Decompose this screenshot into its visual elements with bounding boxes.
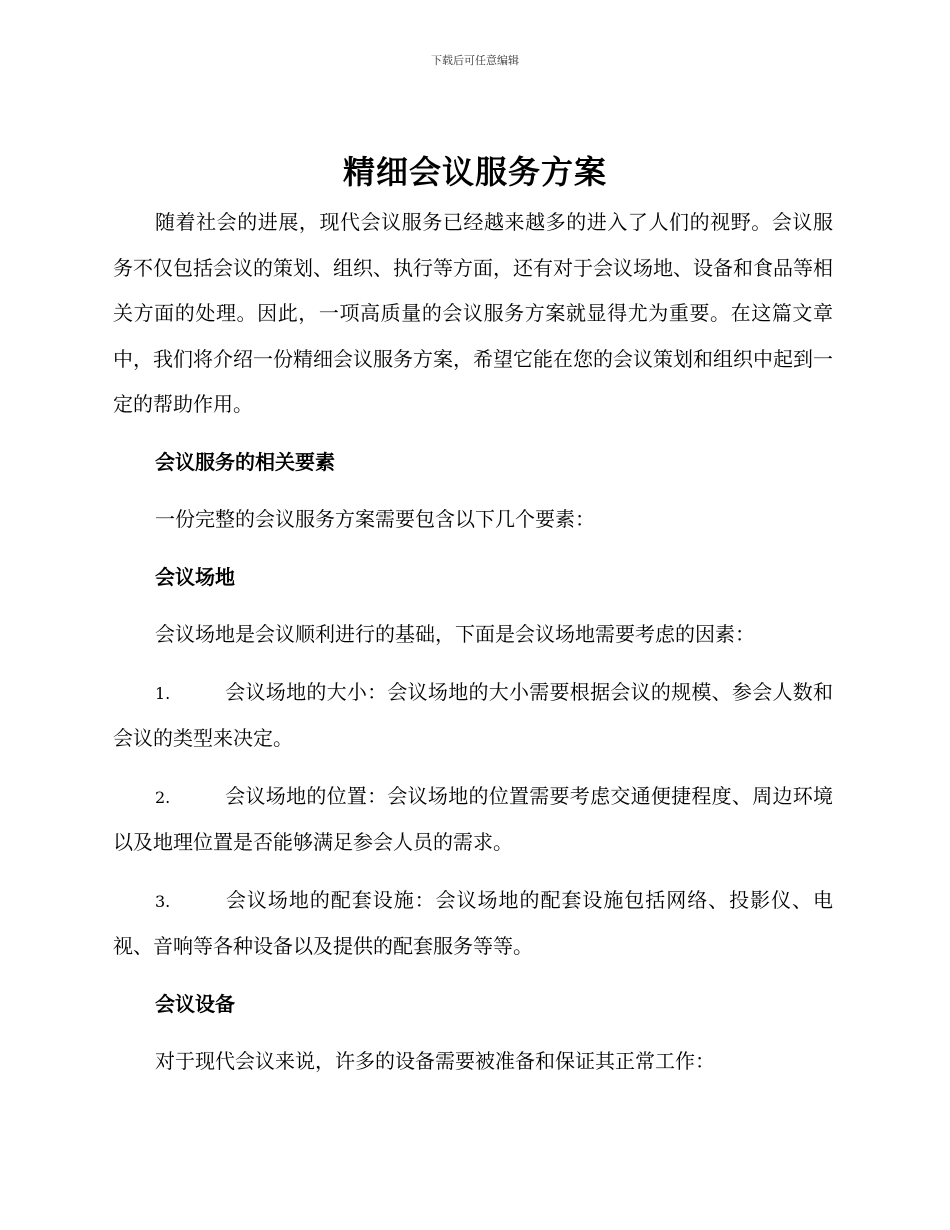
list-item: [113, 670, 833, 762]
section-text-elements: 一份完整的会议服务方案需要包含以下几个要素：: [155, 507, 595, 531]
list-item: [113, 878, 833, 970]
section-heading-venue: 会议场地: [155, 564, 235, 589]
document-title: 精细会议服务方案: [342, 153, 607, 191]
list-item-text: 会议场地的配套设施：会议场地的配套设施包括网络、投影仪、电视、音响等各种设备以及提供的配套服务等等。: [113, 887, 833, 958]
section-text-equipment: 对于现代会议来说，许多的设备需要被准备和保证其正常工作：: [155, 1049, 715, 1073]
list-item-number: 3.: [155, 891, 171, 911]
header-note: 下载后可任意编辑: [431, 54, 519, 67]
section-text-venue: 会议场地是会议顺利进行的基础，下面是会议场地需要考虑的因素：: [155, 622, 755, 646]
list-item-text: 会议场地的位置：会议场地的位置需要考虑交通便捷程度、周边环境以及地理位置是否能够满足参会人员的需求。: [113, 783, 833, 854]
section-heading-equipment: 会议设备: [155, 991, 235, 1016]
list-item-number: 1.: [155, 683, 171, 703]
section-heading-elements: 会议服务的相关要素: [155, 449, 335, 474]
intro-paragraph: 随着社会的进展，现代会议服务已经越来越多的进入了人们的视野。会议服务不仅包括会议的策划、组织、执行等方面，还有对于会议场地、设备和食品等相关方面的处理。因此，一项高质量的会议服务方案就显得尤为重要。在这篇文章中，我们将介绍一份精细会议服务方案，希望它能在您的会议策划和组织中起到一定的帮助作用。: [113, 210, 833, 416]
list-item: [113, 774, 833, 866]
list-item-number: 2.: [155, 787, 171, 807]
document-body: [113, 200, 833, 1085]
list-item-text: 会议场地的大小：会议场地的大小需要根据会议的规模、参会人数和会议的类型来决定。: [113, 679, 833, 750]
